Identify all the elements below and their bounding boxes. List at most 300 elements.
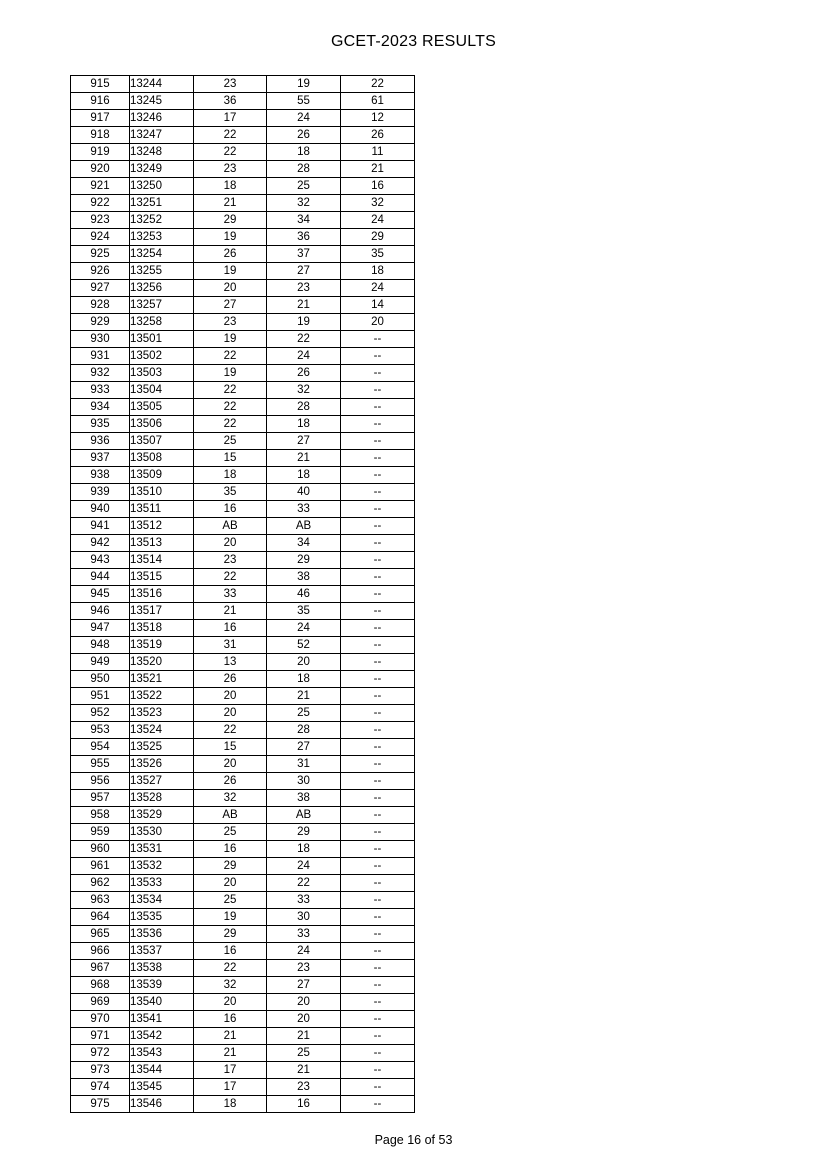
table-row <box>71 365 415 382</box>
table-row <box>71 892 415 909</box>
serial-number-cell: 922 <box>71 195 130 212</box>
score-3-cell: 18 <box>341 263 415 280</box>
roll-number-cell: 13505 <box>130 399 194 416</box>
score-3-cell: -- <box>341 909 415 926</box>
score-2-cell: 24 <box>267 943 341 960</box>
score-1-cell: 18 <box>194 467 267 484</box>
serial-number-cell: 953 <box>71 722 130 739</box>
score-1-cell: 22 <box>194 722 267 739</box>
table-row <box>71 229 415 246</box>
score-1-cell: 23 <box>194 76 267 93</box>
roll-number-cell: 13254 <box>130 246 194 263</box>
score-1-cell: 22 <box>194 127 267 144</box>
roll-number-cell: 13248 <box>130 144 194 161</box>
score-1-cell: 22 <box>194 960 267 977</box>
score-1-cell: 21 <box>194 1045 267 1062</box>
table-row <box>71 1079 415 1096</box>
roll-number-cell: 13526 <box>130 756 194 773</box>
roll-number-cell: 13520 <box>130 654 194 671</box>
score-1-cell: 22 <box>194 399 267 416</box>
score-3-cell: -- <box>341 586 415 603</box>
table-row <box>71 688 415 705</box>
score-3-cell: -- <box>341 1011 415 1028</box>
table-row <box>71 127 415 144</box>
roll-number-cell: 13511 <box>130 501 194 518</box>
score-3-cell: -- <box>341 484 415 501</box>
roll-number-cell: 13541 <box>130 1011 194 1028</box>
table-row <box>71 586 415 603</box>
page-title: GCET-2023 RESULTS <box>331 33 496 50</box>
score-3-cell: -- <box>341 348 415 365</box>
score-2-cell: 24 <box>267 348 341 365</box>
table-row <box>71 467 415 484</box>
score-3-cell: -- <box>341 858 415 875</box>
serial-number-cell: 918 <box>71 127 130 144</box>
serial-number-cell: 974 <box>71 1079 130 1096</box>
table-row <box>71 433 415 450</box>
results-table <box>70 75 415 1113</box>
serial-number-cell: 915 <box>71 76 130 93</box>
table-row <box>71 535 415 552</box>
score-3-cell: -- <box>341 841 415 858</box>
score-1-cell: 17 <box>194 1079 267 1096</box>
score-3-cell: -- <box>341 518 415 535</box>
serial-number-cell: 970 <box>71 1011 130 1028</box>
table-row <box>71 637 415 654</box>
serial-number-cell: 937 <box>71 450 130 467</box>
score-1-cell: 20 <box>194 535 267 552</box>
table-row <box>71 739 415 756</box>
table-row <box>71 569 415 586</box>
score-2-cell: 28 <box>267 161 341 178</box>
score-1-cell: 20 <box>194 688 267 705</box>
score-3-cell: 32 <box>341 195 415 212</box>
score-3-cell: -- <box>341 501 415 518</box>
score-2-cell: 37 <box>267 246 341 263</box>
roll-number-cell: 13512 <box>130 518 194 535</box>
score-2-cell: 32 <box>267 195 341 212</box>
score-3-cell: -- <box>341 1079 415 1096</box>
score-3-cell: 16 <box>341 178 415 195</box>
score-3-cell: -- <box>341 960 415 977</box>
roll-number-cell: 13521 <box>130 671 194 688</box>
score-2-cell: 19 <box>267 76 341 93</box>
score-3-cell: -- <box>341 756 415 773</box>
roll-number-cell: 13534 <box>130 892 194 909</box>
score-2-cell: 27 <box>267 739 341 756</box>
serial-number-cell: 924 <box>71 229 130 246</box>
roll-number-cell: 13510 <box>130 484 194 501</box>
score-2-cell: 18 <box>267 671 341 688</box>
table-row <box>71 705 415 722</box>
results-table-body <box>71 76 415 1113</box>
score-1-cell: 16 <box>194 620 267 637</box>
score-1-cell: 21 <box>194 603 267 620</box>
roll-number-cell: 13518 <box>130 620 194 637</box>
score-2-cell: 27 <box>267 263 341 280</box>
score-2-cell: 20 <box>267 654 341 671</box>
score-3-cell: -- <box>341 365 415 382</box>
serial-number-cell: 919 <box>71 144 130 161</box>
serial-number-cell: 952 <box>71 705 130 722</box>
table-row <box>71 977 415 994</box>
score-1-cell: 26 <box>194 671 267 688</box>
score-3-cell: -- <box>341 620 415 637</box>
score-2-cell: 36 <box>267 229 341 246</box>
score-2-cell: 21 <box>267 297 341 314</box>
score-3-cell: 21 <box>341 161 415 178</box>
score-2-cell: 33 <box>267 501 341 518</box>
score-2-cell: 24 <box>267 620 341 637</box>
roll-number-cell: 13517 <box>130 603 194 620</box>
score-1-cell: 26 <box>194 773 267 790</box>
score-3-cell: 24 <box>341 280 415 297</box>
table-row <box>71 399 415 416</box>
roll-number-cell: 13514 <box>130 552 194 569</box>
serial-number-cell: 956 <box>71 773 130 790</box>
score-3-cell: -- <box>341 467 415 484</box>
score-3-cell: -- <box>341 722 415 739</box>
roll-number-cell: 13502 <box>130 348 194 365</box>
score-3-cell: -- <box>341 1028 415 1045</box>
score-3-cell: 35 <box>341 246 415 263</box>
score-3-cell: -- <box>341 807 415 824</box>
score-2-cell: 23 <box>267 960 341 977</box>
score-2-cell: 25 <box>267 1045 341 1062</box>
score-2-cell: 26 <box>267 365 341 382</box>
score-1-cell: 17 <box>194 1062 267 1079</box>
score-1-cell: 29 <box>194 858 267 875</box>
score-1-cell: 22 <box>194 569 267 586</box>
roll-number-cell: 13249 <box>130 161 194 178</box>
score-2-cell: 35 <box>267 603 341 620</box>
serial-number-cell: 967 <box>71 960 130 977</box>
serial-number-cell: 929 <box>71 314 130 331</box>
score-2-cell: 24 <box>267 110 341 127</box>
score-2-cell: AB <box>267 807 341 824</box>
score-2-cell: 33 <box>267 926 341 943</box>
serial-number-cell: 935 <box>71 416 130 433</box>
serial-number-cell: 941 <box>71 518 130 535</box>
table-row <box>71 314 415 331</box>
table-row <box>71 960 415 977</box>
serial-number-cell: 931 <box>71 348 130 365</box>
score-3-cell: 26 <box>341 127 415 144</box>
roll-number-cell: 13533 <box>130 875 194 892</box>
score-3-cell: -- <box>341 824 415 841</box>
score-3-cell: 20 <box>341 314 415 331</box>
score-2-cell: 21 <box>267 1062 341 1079</box>
serial-number-cell: 947 <box>71 620 130 637</box>
serial-number-cell: 940 <box>71 501 130 518</box>
score-1-cell: 29 <box>194 212 267 229</box>
serial-number-cell: 928 <box>71 297 130 314</box>
table-row <box>71 484 415 501</box>
table-row <box>71 144 415 161</box>
roll-number-cell: 13253 <box>130 229 194 246</box>
score-2-cell: 25 <box>267 705 341 722</box>
score-2-cell: 27 <box>267 433 341 450</box>
serial-number-cell: 939 <box>71 484 130 501</box>
score-2-cell: 23 <box>267 280 341 297</box>
score-3-cell: -- <box>341 399 415 416</box>
serial-number-cell: 973 <box>71 1062 130 1079</box>
score-1-cell: 26 <box>194 246 267 263</box>
roll-number-cell: 13251 <box>130 195 194 212</box>
score-1-cell: AB <box>194 807 267 824</box>
table-row <box>71 161 415 178</box>
score-2-cell: 19 <box>267 314 341 331</box>
roll-number-cell: 13545 <box>130 1079 194 1096</box>
serial-number-cell: 975 <box>71 1096 130 1113</box>
table-row <box>71 807 415 824</box>
roll-number-cell: 13539 <box>130 977 194 994</box>
serial-number-cell: 972 <box>71 1045 130 1062</box>
score-1-cell: 16 <box>194 501 267 518</box>
score-2-cell: 55 <box>267 93 341 110</box>
roll-number-cell: 13256 <box>130 280 194 297</box>
score-2-cell: 23 <box>267 1079 341 1096</box>
score-1-cell: 13 <box>194 654 267 671</box>
score-2-cell: 30 <box>267 773 341 790</box>
score-3-cell: -- <box>341 637 415 654</box>
score-1-cell: 20 <box>194 756 267 773</box>
roll-number-cell: 13543 <box>130 1045 194 1062</box>
serial-number-cell: 954 <box>71 739 130 756</box>
score-3-cell: -- <box>341 433 415 450</box>
serial-number-cell: 932 <box>71 365 130 382</box>
table-row <box>71 926 415 943</box>
roll-number-cell: 13544 <box>130 1062 194 1079</box>
serial-number-cell: 963 <box>71 892 130 909</box>
roll-number-cell: 13501 <box>130 331 194 348</box>
score-1-cell: 20 <box>194 280 267 297</box>
score-3-cell: -- <box>341 416 415 433</box>
score-1-cell: 22 <box>194 416 267 433</box>
score-3-cell: -- <box>341 688 415 705</box>
roll-number-cell: 13527 <box>130 773 194 790</box>
score-3-cell: -- <box>341 739 415 756</box>
table-row <box>71 246 415 263</box>
table-row <box>71 263 415 280</box>
table-row <box>71 76 415 93</box>
table-row <box>71 195 415 212</box>
roll-number-cell: 13247 <box>130 127 194 144</box>
roll-number-cell: 13528 <box>130 790 194 807</box>
score-3-cell: -- <box>341 926 415 943</box>
score-1-cell: 16 <box>194 943 267 960</box>
table-row <box>71 790 415 807</box>
score-1-cell: 21 <box>194 1028 267 1045</box>
score-1-cell: 19 <box>194 909 267 926</box>
roll-number-cell: 13537 <box>130 943 194 960</box>
serial-number-cell: 927 <box>71 280 130 297</box>
roll-number-cell: 13508 <box>130 450 194 467</box>
roll-number-cell: 13532 <box>130 858 194 875</box>
score-1-cell: 22 <box>194 348 267 365</box>
score-1-cell: 27 <box>194 297 267 314</box>
score-2-cell: 38 <box>267 569 341 586</box>
serial-number-cell: 969 <box>71 994 130 1011</box>
table-row <box>71 110 415 127</box>
roll-number-cell: 13536 <box>130 926 194 943</box>
serial-number-cell: 925 <box>71 246 130 263</box>
page-footer: Page 16 of 53 <box>374 1133 453 1147</box>
roll-number-cell: 13245 <box>130 93 194 110</box>
serial-number-cell: 936 <box>71 433 130 450</box>
score-1-cell: 35 <box>194 484 267 501</box>
score-2-cell: AB <box>267 518 341 535</box>
serial-number-cell: 959 <box>71 824 130 841</box>
roll-number-cell: 13246 <box>130 110 194 127</box>
roll-number-cell: 13531 <box>130 841 194 858</box>
table-row <box>71 1028 415 1045</box>
score-1-cell: 15 <box>194 450 267 467</box>
score-1-cell: 23 <box>194 161 267 178</box>
score-1-cell: 31 <box>194 637 267 654</box>
score-1-cell: 21 <box>194 195 267 212</box>
table-row <box>71 943 415 960</box>
score-3-cell: -- <box>341 875 415 892</box>
roll-number-cell: 13530 <box>130 824 194 841</box>
score-2-cell: 32 <box>267 382 341 399</box>
score-2-cell: 27 <box>267 977 341 994</box>
serial-number-cell: 955 <box>71 756 130 773</box>
table-row <box>71 297 415 314</box>
roll-number-cell: 13503 <box>130 365 194 382</box>
score-1-cell: 19 <box>194 263 267 280</box>
table-row <box>71 1011 415 1028</box>
score-3-cell: -- <box>341 994 415 1011</box>
score-3-cell: -- <box>341 382 415 399</box>
serial-number-cell: 962 <box>71 875 130 892</box>
score-1-cell: 20 <box>194 994 267 1011</box>
score-3-cell: -- <box>341 331 415 348</box>
roll-number-cell: 13542 <box>130 1028 194 1045</box>
serial-number-cell: 920 <box>71 161 130 178</box>
table-row <box>71 620 415 637</box>
score-1-cell: 29 <box>194 926 267 943</box>
serial-number-cell: 944 <box>71 569 130 586</box>
score-3-cell: 24 <box>341 212 415 229</box>
roll-number-cell: 13523 <box>130 705 194 722</box>
serial-number-cell: 957 <box>71 790 130 807</box>
score-3-cell: 14 <box>341 297 415 314</box>
serial-number-cell: 946 <box>71 603 130 620</box>
score-2-cell: 40 <box>267 484 341 501</box>
roll-number-cell: 13546 <box>130 1096 194 1113</box>
score-2-cell: 30 <box>267 909 341 926</box>
table-row <box>71 93 415 110</box>
score-3-cell: -- <box>341 892 415 909</box>
roll-number-cell: 13252 <box>130 212 194 229</box>
roll-number-cell: 13525 <box>130 739 194 756</box>
score-1-cell: 16 <box>194 841 267 858</box>
score-2-cell: 46 <box>267 586 341 603</box>
table-row <box>71 858 415 875</box>
score-1-cell: 18 <box>194 178 267 195</box>
serial-number-cell: 965 <box>71 926 130 943</box>
serial-number-cell: 964 <box>71 909 130 926</box>
score-2-cell: 18 <box>267 467 341 484</box>
roll-number-cell: 13522 <box>130 688 194 705</box>
score-2-cell: 22 <box>267 875 341 892</box>
score-2-cell: 18 <box>267 841 341 858</box>
score-1-cell: 23 <box>194 314 267 331</box>
score-3-cell: 22 <box>341 76 415 93</box>
table-row <box>71 178 415 195</box>
score-3-cell: 12 <box>341 110 415 127</box>
roll-number-cell: 13529 <box>130 807 194 824</box>
score-2-cell: 22 <box>267 331 341 348</box>
roll-number-cell: 13258 <box>130 314 194 331</box>
score-2-cell: 16 <box>267 1096 341 1113</box>
score-3-cell: -- <box>341 1062 415 1079</box>
score-1-cell: 18 <box>194 1096 267 1113</box>
serial-number-cell: 938 <box>71 467 130 484</box>
score-1-cell: 19 <box>194 331 267 348</box>
table-row <box>71 1096 415 1113</box>
score-1-cell: 20 <box>194 875 267 892</box>
score-3-cell: -- <box>341 450 415 467</box>
score-3-cell: -- <box>341 977 415 994</box>
serial-number-cell: 960 <box>71 841 130 858</box>
roll-number-cell: 13513 <box>130 535 194 552</box>
score-3-cell: 11 <box>341 144 415 161</box>
score-1-cell: 22 <box>194 382 267 399</box>
roll-number-cell: 13509 <box>130 467 194 484</box>
serial-number-cell: 966 <box>71 943 130 960</box>
table-row <box>71 552 415 569</box>
roll-number-cell: 13538 <box>130 960 194 977</box>
serial-number-cell: 926 <box>71 263 130 280</box>
roll-number-cell: 13506 <box>130 416 194 433</box>
score-1-cell: 32 <box>194 977 267 994</box>
score-1-cell: 25 <box>194 892 267 909</box>
score-3-cell: -- <box>341 552 415 569</box>
score-2-cell: 29 <box>267 824 341 841</box>
score-1-cell: 23 <box>194 552 267 569</box>
score-3-cell: -- <box>341 569 415 586</box>
table-row <box>71 280 415 297</box>
table-row <box>71 501 415 518</box>
roll-number-cell: 13504 <box>130 382 194 399</box>
serial-number-cell: 921 <box>71 178 130 195</box>
serial-number-cell: 951 <box>71 688 130 705</box>
serial-number-cell: 933 <box>71 382 130 399</box>
score-1-cell: 25 <box>194 824 267 841</box>
score-1-cell: 25 <box>194 433 267 450</box>
table-row <box>71 212 415 229</box>
score-2-cell: 20 <box>267 994 341 1011</box>
table-row <box>71 348 415 365</box>
score-3-cell: 29 <box>341 229 415 246</box>
score-1-cell: 15 <box>194 739 267 756</box>
serial-number-cell: 930 <box>71 331 130 348</box>
serial-number-cell: 949 <box>71 654 130 671</box>
score-1-cell: 19 <box>194 365 267 382</box>
table-row <box>71 909 415 926</box>
score-3-cell: -- <box>341 1096 415 1113</box>
score-1-cell: 32 <box>194 790 267 807</box>
table-row <box>71 1062 415 1079</box>
table-row <box>71 331 415 348</box>
score-2-cell: 38 <box>267 790 341 807</box>
serial-number-cell: 961 <box>71 858 130 875</box>
score-2-cell: 28 <box>267 722 341 739</box>
score-2-cell: 24 <box>267 858 341 875</box>
score-2-cell: 21 <box>267 450 341 467</box>
